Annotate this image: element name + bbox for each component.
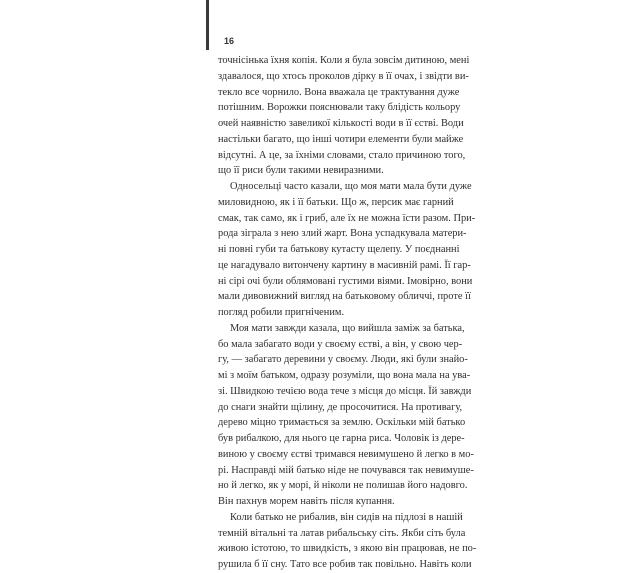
text-line: гу, — забагато деревини у своєму. Люди, які були знайо- <box>218 354 468 366</box>
paragraph-1 <box>218 53 470 179</box>
text-line: ні сірі очі були облямовані густими віями. Імовірно, вони <box>218 275 473 287</box>
text-line: мали дивовижний вигляд на батьковому обличчі, проте її <box>218 291 471 303</box>
text-line: був рибалкою, для нього це гарна риса. Чоловік із дере- <box>218 433 465 444</box>
text-line: смак, так само, як і гриб, але їх не можна їсти разом. При- <box>218 212 476 224</box>
text-line: зі. Швидкою течією вода тече з місця до місця. Їй завжди <box>218 385 472 397</box>
text-line: що її риси були такими невиразними. <box>218 165 384 177</box>
text-line: точнісінька їхня копія. Коли я була зовсім дитиною, мені <box>218 55 470 66</box>
page-edge-bar <box>206 0 209 50</box>
page-number: 16 <box>224 36 235 46</box>
text-line: очей наявністю завеликої кількості води в її єстві. Води <box>218 118 464 129</box>
text-line: дерево міцно тримається за землю. Оскільки мій батько <box>218 417 466 429</box>
text-line: текло все чорнило. Вона вважала це трактування дуже <box>218 86 460 98</box>
paragraph-4 <box>218 510 477 573</box>
text-line: но й легко, як у морі, й ніколи не полишав його надовго. <box>218 480 468 492</box>
text-line: Він пахнув морем навіть після купання. <box>218 496 395 507</box>
text-line: ні повні губи та батькову кутасту щелепу. У поєднанні <box>218 244 460 255</box>
text-line: відсутні. А це, за їхніми словами, стало причиною того, <box>218 149 466 161</box>
paragraph-3 <box>218 321 474 510</box>
text-line: Односельці часто казали, що моя мати мала бути дуже <box>230 181 472 192</box>
text-line: мі з моїм батьком, одразу розуміли, що вона мала на ува- <box>218 370 471 381</box>
text-line: потішним. Ворожки пояснювали таку блідість кольору <box>218 102 461 114</box>
paragraph-2 <box>218 179 476 321</box>
text-line: рушила б її сну. Тато все робив так повільно. Навіть коли <box>218 559 472 570</box>
text-line: здавалося, що хтось проколов дірку в її очах, і звідти ви- <box>218 70 469 82</box>
text-line: це нагадувало витончену картину в масивній рамі. Її гар- <box>218 259 471 271</box>
text-line: темній вітальні та латав рибальську сіть. Якби сіть була <box>218 527 466 539</box>
text-line: Моя мати завжди казала, що вийшла заміж за батька, <box>230 322 465 334</box>
body-text <box>218 53 477 573</box>
text-line: миловидною, як і її батьки. Що ж, персик має гарний <box>218 196 454 208</box>
text-line: бо мала забагато води у своєму єстві, а він, у свою чер- <box>218 338 463 350</box>
text-line: виною у своєму єстві тримався невимушено й легко в мо- <box>218 448 474 460</box>
text-line: живою істотою, то швидкість, з якою він працював, не по- <box>218 543 477 555</box>
text-line: погляд робили пригніченим. <box>218 307 345 318</box>
text-line: настільки багато, що інші чотири елементи були майже <box>218 133 464 145</box>
text-line: рі. Насправді мій батько ніде не почувався так невимуше- <box>218 464 474 476</box>
text-line: Коли батько не рибалив, він сидів на підлозі в нашій <box>230 511 463 523</box>
text-line: рода зіграла з нею злий жарт. Вона успадкувала матери- <box>218 228 467 240</box>
text-line: до снаги знайти щілину, де просочитися. На противагу, <box>218 401 463 413</box>
